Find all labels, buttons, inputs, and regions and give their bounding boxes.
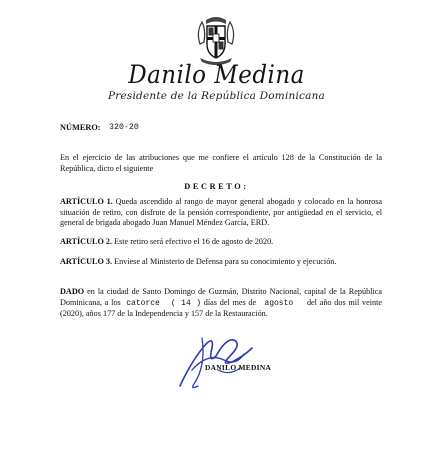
dado-day-number: ( 14 ): [170, 298, 202, 308]
article-3: [60, 257, 382, 268]
dado-text-3: del año dos mil veinte (2020), años 177 de la Independencia y 157 de la Restauración.: [60, 297, 383, 319]
dado-paragraph: [60, 287, 382, 320]
dado-text-2: días del mes de: [203, 297, 257, 307]
signer-name: DANILO MEDINA: [205, 363, 272, 372]
dado-label: DADO: [60, 287, 85, 296]
article-1-label: ARTÍCULO 1.: [60, 197, 113, 206]
article-1: [60, 197, 382, 229]
article-2: [60, 237, 382, 248]
decreto-heading: DECRETO:: [184, 182, 249, 191]
dado-month: agosto: [264, 298, 294, 308]
decree-number-value: 320-20: [109, 123, 139, 132]
article-2-text: Este retiro será efectivo el 16 de agosto de 2020.: [114, 237, 274, 246]
dado-day-words: catorce: [126, 298, 160, 308]
header-president-title: Presidente de la República Dominicana: [108, 90, 325, 102]
header-president-name: Danilo Medina: [128, 60, 305, 89]
dado-text-1: en la ciudad de Santo Domingo de Guzmán, Distrito Nacional, capital de la República Dominicana, a los: [60, 287, 382, 307]
decree-number-label: NÚMERO:: [60, 123, 101, 132]
article-1-text: Queda ascendido al rango de mayor general abogado y colocado en la honrosa situación de retiro, con disfrute de la pensión correspondiente, por antigüedad en el servicio, el general de brigada abogado Juan Manuel Méndez García, ERD.: [60, 197, 383, 228]
coat-of-arms-seal: [194, 14, 238, 66]
article-2-label: ARTÍCULO 2.: [60, 237, 113, 246]
article-3-text: Envíese al Ministerio de Defensa para su conocimiento y ejecución.: [114, 257, 337, 266]
handwritten-signature: [172, 326, 262, 396]
intro-paragraph: En el ejercicio de las atribuciones que me confiere el artículo 128 de la Constitución de la República, dicto el siguiente: [60, 153, 382, 173]
article-3-label: ARTÍCULO 3.: [60, 257, 113, 266]
